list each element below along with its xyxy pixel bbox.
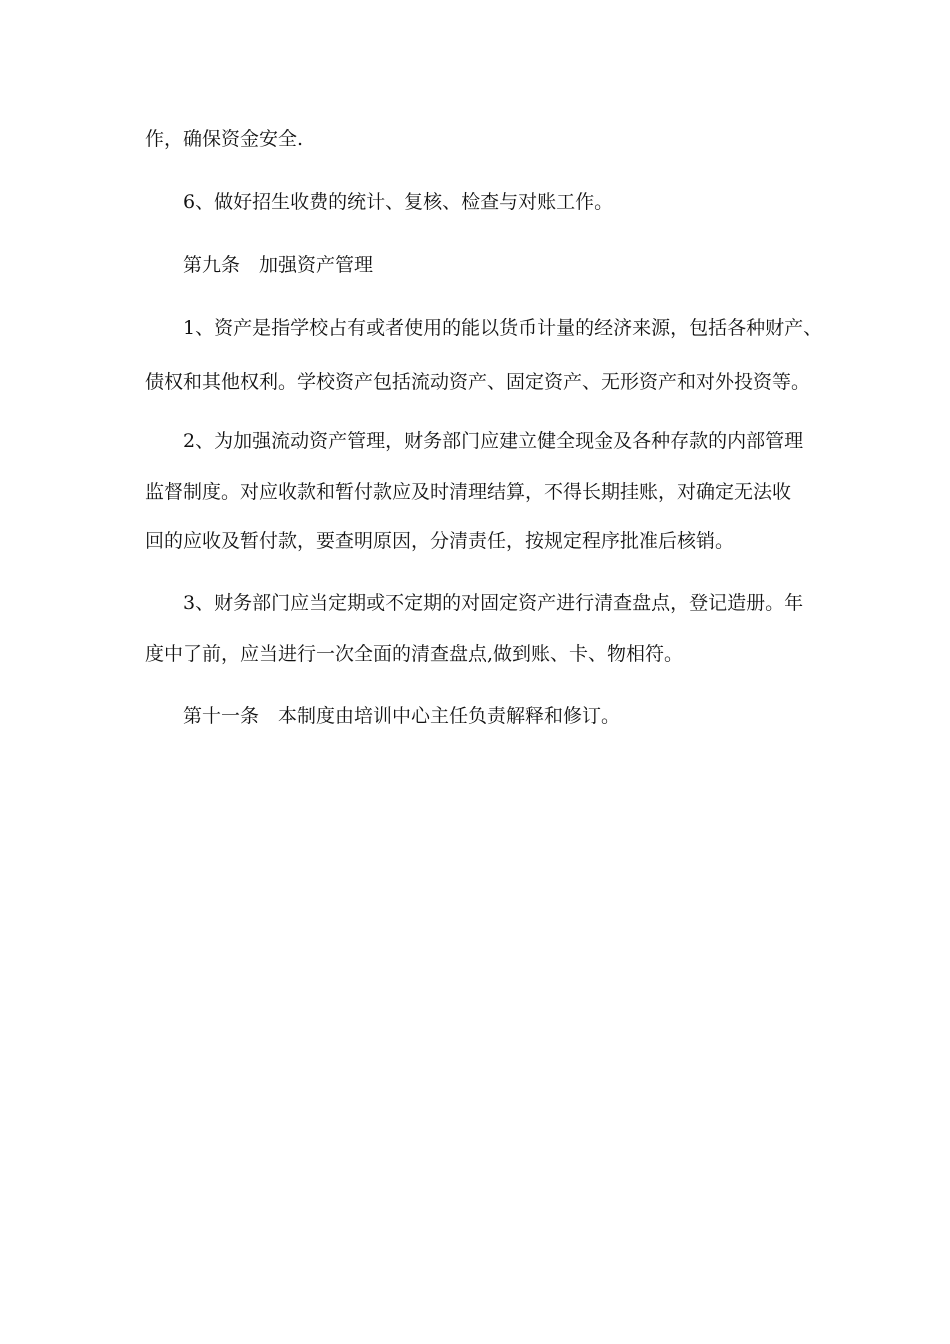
text-line-6: 2、为加强流动资产管理，财务部门应建立健全现金及各种存款的内部管理 (183, 430, 804, 452)
text-line-4: 1、资产是指学校占有或者使用的能以货币计量的经济来源，包括各种财产、 (183, 317, 823, 339)
text-line-2: 6、做好招生收费的统计、复核、检查与对账工作。 (183, 191, 614, 213)
text-line-7: 监督制度。对应收款和暂付款应及时清理结算，不得长期挂账，对确定无法收 (145, 481, 792, 503)
text-line-9: 3、财务部门应当定期或不定期的对固定资产进行清查盘点，登记造册。年 (183, 592, 804, 614)
text-line-5: 债权和其他权利。学校资产包括流动资产、固定资产、无形资产和对外投资等。 (145, 371, 811, 393)
section-heading-article-9: 第九条 加强资产管理 (183, 254, 374, 276)
text-line-1: 作，确保资金安全. (145, 128, 304, 150)
text-line-8: 回的应收及暂付款，要查明原因，分清责任，按规定程序批准后核销。 (145, 530, 735, 552)
text-line-10: 度中了前，应当进行一次全面的清查盘点,做到账、卡、物相符。 (145, 643, 684, 665)
section-heading-article-11: 第十一条 本制度由培训中心主任负责解释和修订。 (183, 705, 621, 727)
